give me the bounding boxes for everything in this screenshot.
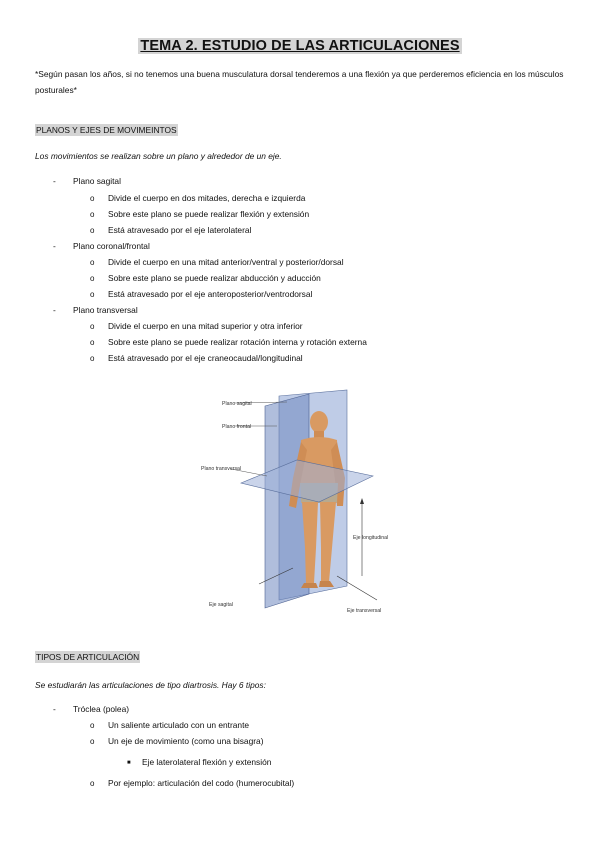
list-item-label: Plano sagital — [73, 176, 121, 186]
circle-bullet: o — [90, 721, 95, 730]
sub-item-text: Divide el cuerpo en una mitad anterior/ventral y posterior/dorsal — [108, 257, 344, 267]
sub-sub-item-text: Eje laterolateral flexión y extensión — [142, 757, 272, 767]
circle-bullet: o — [90, 322, 95, 331]
label-plano-sagital: Plano sagital — [222, 401, 252, 407]
section-heading-planes: PLANOS Y EJES DE MOVIMEINTOS — [36, 125, 177, 135]
sub-item — [90, 193, 305, 203]
sub-item — [90, 273, 321, 283]
sub-item-text: Divide el cuerpo en una mitad superior y otra inferior — [108, 321, 303, 331]
list-item-plano-coronal — [53, 241, 150, 251]
anatomical-planes-illustration — [197, 388, 407, 613]
label-eje-longitudinal: Eje longitudinal — [353, 535, 389, 541]
sub-item-text: Está atravesado por el eje laterolateral — [108, 225, 252, 235]
circle-bullet: o — [90, 290, 95, 299]
label-eje-sagital: Eje sagital — [209, 602, 233, 608]
label-eje-transversal: Eje transversal — [347, 608, 382, 613]
square-bullet: ■ — [127, 760, 131, 766]
dash-bullet: - — [53, 241, 56, 251]
circle-bullet: o — [90, 354, 95, 363]
section-heading-types: TIPOS DE ARTICULACIÓN — [36, 652, 140, 662]
sub-item — [90, 337, 367, 347]
circle-bullet: o — [90, 274, 95, 283]
label-plano-frontal: Plano frontal — [222, 424, 252, 430]
sub-item — [90, 289, 312, 299]
sub-item — [90, 257, 344, 267]
circle-bullet: o — [90, 338, 95, 347]
transverse-plane-shape — [241, 460, 373, 502]
dash-bullet: - — [53, 704, 56, 714]
sub-item-text: Sobre este plano se puede realizar rotación interna y rotación externa — [108, 337, 367, 347]
sub-item — [90, 353, 303, 363]
sub-item — [90, 225, 251, 235]
circle-bullet: o — [90, 226, 95, 235]
sub-item-text: Divide el cuerpo en dos mitades, derecha e izquierda — [108, 193, 306, 203]
list-item-label: Plano transversal — [73, 305, 138, 315]
sub-item — [90, 321, 303, 331]
sub-item — [90, 736, 263, 746]
list-item-plano-sagital — [53, 176, 121, 186]
page-title — [0, 37, 600, 55]
label-plano-transversal: Plano transversal — [201, 466, 242, 472]
list-item-plano-transversal — [53, 305, 138, 315]
sub-item — [90, 720, 249, 730]
transverse-axis-line — [337, 576, 377, 600]
sub-item-text: Sobre este plano se puede realizar abducción y aducción — [108, 273, 321, 283]
sub-item-text: Un saliente articulado con un entrante — [108, 720, 250, 730]
dash-bullet: - — [53, 305, 56, 315]
circle-bullet: o — [90, 258, 95, 267]
list-item-label: Tróclea (polea) — [73, 704, 130, 714]
sub-sub-item — [127, 757, 271, 767]
anatomical-planes-figure — [197, 388, 407, 613]
intro-note: *Según pasan los años, si no tenemos una buena musculatura dorsal tenderemos a una flexión ya que perderemos eficiencia en los músculos posturales* — [35, 69, 564, 95]
list-item-troclea — [53, 704, 129, 714]
sub-item-text: Por ejemplo: articulación del codo (humerocubital) — [108, 778, 295, 788]
sub-item-text: Está atravesado por el eje craneocaudal/longitudinal — [108, 353, 303, 363]
sub-item — [90, 209, 309, 219]
circle-bullet: o — [90, 210, 95, 219]
circle-bullet: o — [90, 737, 95, 746]
title-text: TEMA 2. ESTUDIO DE LAS ARTICULACIONES — [140, 38, 460, 54]
dash-bullet: - — [53, 176, 56, 186]
section-lead-types: Se estudiarán las articulaciones de tipo diartrosis. Hay 6 tipos: — [35, 680, 266, 690]
circle-bullet: o — [90, 779, 95, 788]
sub-item-text: Un eje de movimiento (como una bisagra) — [108, 736, 264, 746]
section-lead-planes: Los movimientos se realizan sobre un plano y alrededor de un eje. — [35, 151, 282, 161]
sub-item-text: Sobre este plano se puede realizar flexión y extensión — [108, 209, 310, 219]
axis-arrow — [360, 498, 364, 504]
circle-bullet: o — [90, 194, 95, 203]
sub-item — [90, 778, 294, 788]
sub-item-text: Está atravesado por el eje anteroposterior/ventrodorsal — [108, 289, 313, 299]
list-item-label: Plano coronal/frontal — [73, 241, 150, 251]
